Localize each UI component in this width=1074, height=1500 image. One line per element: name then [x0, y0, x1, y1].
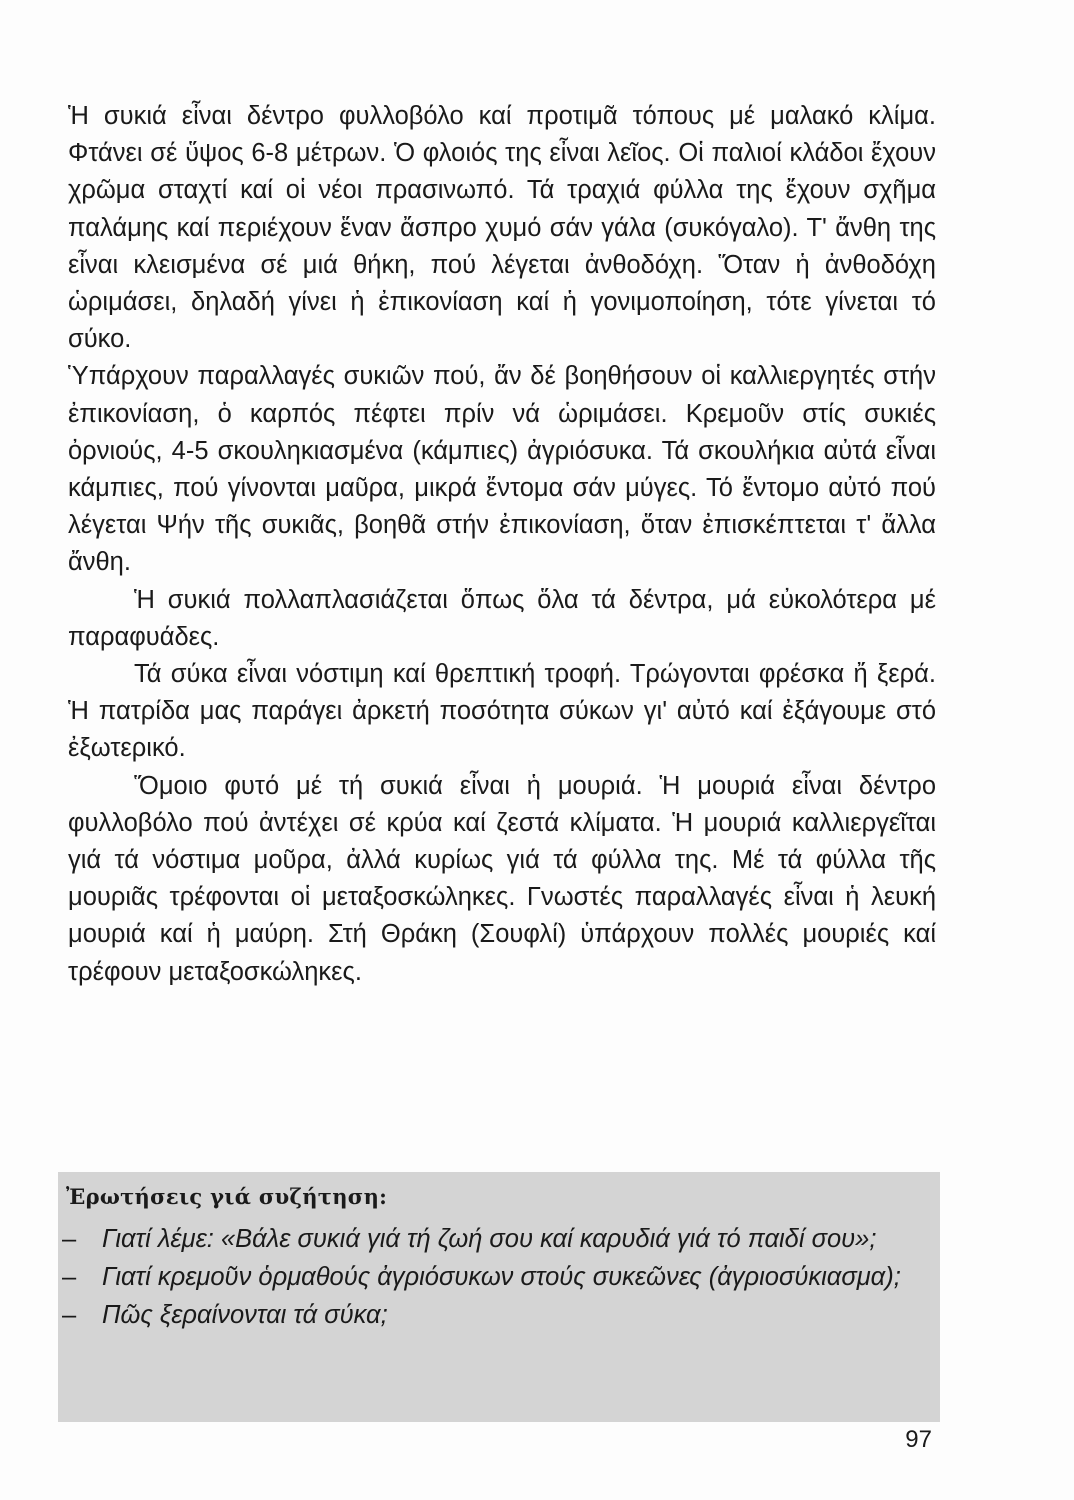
question-item	[58, 1220, 932, 1258]
paragraph-pollination: Ὑπάρχουν παραλλαγές συκιῶν πού, ἄν δέ βοηθήσουν οἱ καλλιεργητές στήν ἐπικονίαση, ὁ καρπός πέφτει πρίν νά ὡριμάσει. Κρεμοῦν στίς συκιές ὀρνιούς, 4-5 σκουληκιασμένα (κάμπιες) ἀγριόσυκα. Τά σκουλήκια αὐτά εἶναι κάμπιες, πού γίνονται μαῦρα, μικρά ἔντομα σάν μύγες. Τό ἔντομο αὐτό πού λέγεται Ψήν τῆς συκιᾶς, βοηθᾶ στήν ἐπικονίαση, ὅταν ἐπισκέπτεται τ' ἄλλα ἄνθη.	[68, 362, 936, 577]
page-number: 97	[905, 1426, 932, 1453]
dash-bullet: –	[62, 1301, 77, 1329]
question-text: Πῶς ξεραίνονται τά σύκα;	[102, 1301, 388, 1329]
question-item	[58, 1296, 932, 1334]
questions-heading: Ἐρωτήσεις γιά συζήτηση:	[66, 1184, 388, 1209]
paragraph-propagation: Ἡ συκιά πολλαπλασιάζεται ὅπως ὅλα τά δέντρα, μά εὐκολότερα μέ παραφυάδες.	[68, 585, 936, 651]
paragraph-mulberry: Ὅμοιο φυτό μέ τή συκιά εἶναι ἡ μουριά. Ἡ μουριά εἶναι δέντρο φυλλοβόλο πού ἀντέχει σέ κρύα καί ζεστά κλίματα. Ἡ μουριά καλλιεργεῖται γιά τά νόστιμα μοῦρα, ἀλλά κυρίως γιά τά φύλλα της. Μέ τά φύλλα τῆς μουριᾶς τρέφονται οἱ μεταξοσκώληκες. Γνωστές παραλλαγές εἶναι ἡ λευκή μουριά καί ἡ μαύρη. Στή Θράκη (Σουφλί) ὑπάρχουν πολλές μουριές καί τρέφουν μεταξοσκώληκες.	[68, 771, 936, 986]
paragraph-figs-food: Τά σύκα εἶναι νόστιμη καί θρεπτική τροφή. Τρώγονται φρέσκα ἤ ξερά. Ἡ πατρίδα μας παράγει ἀρκετή ποσότητα σύκων γι' αὐτό καί ἐξάγουμε στό ἐξωτερικό.	[68, 660, 936, 763]
body-text	[68, 98, 936, 991]
question-text: Γιατί λέμε: «Βάλε συκιά γιά τή ζωή σου καί καρυδιά γιά τό παιδί σου»;	[102, 1225, 877, 1253]
question-text: Γιατί κρεμοῦν ὁρμαθούς ἀγριόσυκων στούς συκεῶνες (ἀγριοσύκιασμα);	[102, 1263, 901, 1291]
dash-bullet: –	[62, 1263, 77, 1291]
questions-list	[58, 1220, 932, 1334]
dash-bullet: –	[62, 1225, 77, 1253]
discussion-questions-box	[58, 1172, 940, 1422]
question-item	[58, 1258, 932, 1296]
paragraph-fig-tree: Ἡ συκιά εἶναι δέντρο φυλλοβόλο καί προτιμᾶ τόπους μέ μαλακό κλίμα. Φτάνει σέ ὕψος 6-8 μέτρων. Ὁ φλοιός της εἶναι λεῖος. Οἱ παλιοί κλάδοι ἔχουν χρῶμα σταχτί καί οἱ νέοι πρασινωπό. Τά τραχιά φύλλα της ἔχουν σχῆμα παλάμης καί περιέχουν ἕναν ἄσπρο χυμό σάν γάλα (συκόγαλο). Τ' ἄνθη της εἶναι κλεισμένα σέ μιά θήκη, πού λέγεται ἀνθοδόχη. Ὅταν ἡ ἀνθοδόχη ὡριμάσει, δηλαδή γίνει ἡ ἐπικονίαση καί ἡ γονιμοποίηση, τότε γίνεται τό σύκο.	[68, 102, 936, 354]
